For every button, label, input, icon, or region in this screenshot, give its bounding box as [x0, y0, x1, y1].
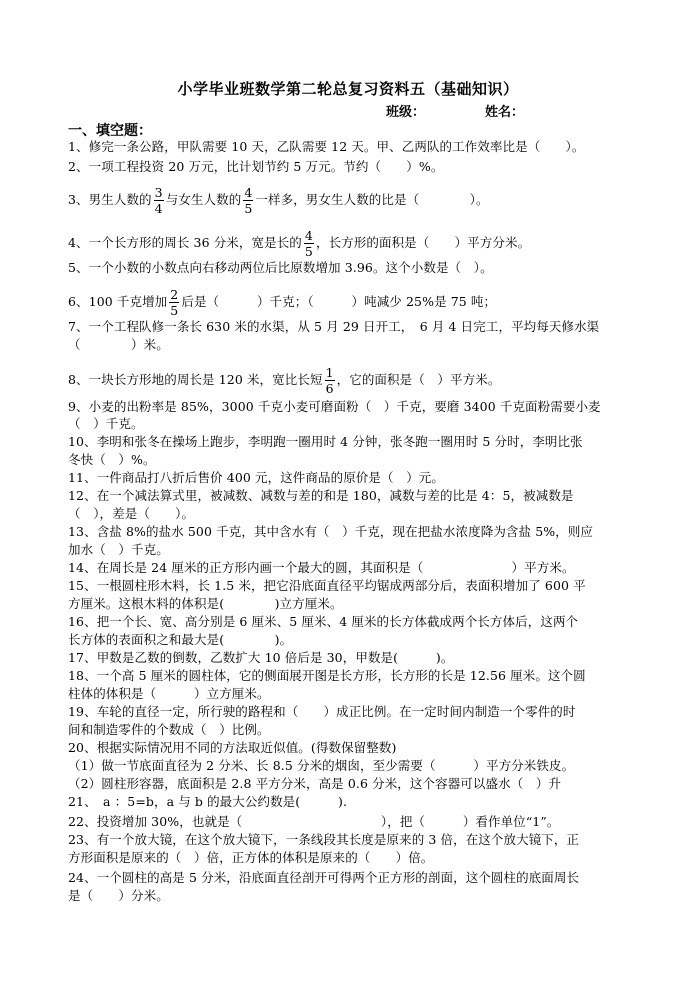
question-line	[68, 318, 640, 336]
question-text: （ ）米。	[68, 337, 169, 352]
question-text: （ ），差是（ ）。	[68, 506, 195, 521]
question-line	[68, 186, 640, 215]
question-line	[68, 831, 640, 849]
page-title: 小学毕业班数学第二轮总复习资料五（基础知识）	[177, 80, 519, 98]
question-text: 与女生人数的	[165, 192, 242, 207]
question-line	[68, 451, 640, 469]
question-line	[68, 336, 640, 354]
question-line	[68, 887, 640, 905]
question-line	[68, 398, 640, 416]
fraction-denominator: 5	[304, 244, 313, 259]
question-text: 3、男生人数的	[68, 192, 152, 207]
question-text: 一样多，男女生人数的比是（ ）。	[255, 192, 489, 207]
question-text: 17、甲数是乙数的倒数，乙数扩大 10 倍后是 30，甲数是( )。	[68, 650, 454, 665]
fraction	[153, 186, 165, 215]
question-line	[68, 849, 640, 867]
question-line	[68, 541, 640, 559]
question-text: 长方体的表面积之和最大是( )。	[68, 632, 293, 647]
question-text: 20、根据实际情况用不同的方法取近似值。(得数保留整数)	[68, 740, 397, 755]
name-label: 姓名：	[485, 105, 525, 120]
question-text: 16、把一个长、宽、高分别是 6 厘米、5 厘米、4 厘米的长方体截成两个长方体后，这两个	[68, 614, 579, 629]
student-info-line	[386, 101, 524, 120]
question-line	[68, 469, 640, 487]
question-text: ，它的面积是（ ）平方米。	[336, 372, 501, 387]
question-text: 14、在周长是 24 厘米的正方形内画一个最大的圆，其面积是（ ）平方米。	[68, 560, 575, 575]
question-line	[68, 869, 640, 887]
question-text: 柱体的体积是（ ）立方厘米。	[68, 686, 270, 701]
question-text: 23、有一个放大镜，在这个放大镜下，一条线段其长度是原来的 3 倍，在这个放大镜下，正	[68, 832, 580, 847]
question-text: 4、一个长方形的周长 36 分米，宽是长的	[68, 235, 302, 250]
fraction-denominator: 4	[154, 201, 163, 216]
question-text: 2、一项工程投资 20 万元，比计划节约 5 万元。节约（ ）%。	[68, 159, 444, 174]
question-text: 1、修完一条公路，甲队需要 10 天，乙队需要 12 天。甲、乙两队的工作效率比是（ ）。	[68, 139, 585, 154]
class-label: 班级：	[386, 105, 426, 120]
question-line	[68, 793, 640, 811]
question-text: 7、一个工程队修一条长 630 米的水渠，从 5 月 29 日开工， 6 月 4 日完工，平均每天修水渠	[68, 319, 600, 334]
fraction	[168, 288, 180, 317]
question-line	[68, 757, 640, 775]
question-text: 15、一根圆柱形木料，长 1.5 米，把它沿底面直径平均锯成两部分后，表面积增加了 600 平	[68, 578, 586, 593]
fraction	[303, 229, 315, 258]
fraction-numerator: 1	[325, 365, 334, 380]
question-text: 10、李明和张冬在操场上跑步，李明跑一圈用时 4 分钟，张冬跑一圈用时 5 分时，李明比张	[68, 434, 583, 449]
fraction-numerator: 4	[304, 228, 313, 243]
question-text: 18、一个高 5 厘米的圆柱体，它的侧面展开图是长方形，长方形的长是 12.56 厘米。这个圆	[68, 668, 586, 683]
question-text: 9、小麦的出粉率是 85%，3000 千克小麦可磨面粉（ ）千克，要磨 3400 千克面粉需要小麦	[68, 399, 601, 414]
question-line	[68, 366, 640, 395]
question-line	[68, 613, 640, 631]
question-text: 13、含盐 8%的盐水 500 千克，其中含水有（ ）千克，现在把盐水浓度降为含盐 5%，则应	[68, 524, 594, 539]
question-text: 是（ ）分米。	[68, 888, 169, 903]
question-text: 后是（ ）千克；（ ）吨减少 25%是 75 吨；	[181, 294, 497, 309]
fraction	[242, 186, 254, 215]
fraction-numerator: 3	[154, 185, 163, 200]
question-text: 8、一块长方形地的周长是 120 米，宽比长短	[68, 372, 323, 387]
question-text: 冬快（ ）%。	[68, 452, 156, 467]
question-line	[68, 577, 640, 595]
question-line	[68, 158, 640, 176]
question-text: 加水（ ）千克。	[68, 542, 169, 557]
question-line	[68, 259, 640, 277]
question-line	[68, 685, 640, 703]
question-text: 6、100 千克增加	[68, 294, 168, 309]
question-line	[68, 649, 640, 667]
fraction-numerator: 4	[244, 185, 253, 200]
question-line	[68, 595, 640, 613]
question-text: （1）做一节底面直径为 2 分米、长 8.5 分米的烟囱，至少需要（ ）平方分米铁皮。	[68, 758, 575, 773]
question-text: 12、在一个减法算式里，被减数、减数与差的和是 180，减数与差的比是 4：5，被减数是	[68, 488, 574, 503]
question-line	[68, 523, 640, 541]
question-line	[68, 415, 640, 433]
question-line	[68, 288, 640, 317]
question-line	[68, 505, 640, 523]
section-heading: 一、填空题：	[68, 123, 152, 139]
question-line	[68, 667, 640, 685]
question-text: 19、车轮的直径一定，所行驶的路程和（ ）成正比例。在一定时间内制造一个零件的时	[68, 704, 576, 719]
question-line	[68, 813, 640, 831]
fraction-denominator: 5	[170, 303, 179, 318]
fraction-denominator: 6	[325, 381, 334, 396]
question-text: 方形面积是原来的（ ）倍，正方体的体积是原来的（ ）倍。	[68, 850, 434, 865]
question-text: 21、 a ：5=b，a 与 b 的最大公约数是( ).	[68, 794, 348, 809]
question-line	[68, 721, 640, 739]
question-line	[68, 739, 640, 757]
question-text: （2）圆柱形容器，底面积是 2.8 平方分米，高是 0.6 分米，这个容器可以盛水（ ）升	[68, 776, 562, 791]
fraction-numerator: 2	[170, 287, 179, 302]
question-text: 11、一件商品打八折后售价 400 元，这件商品的原价是（ ）元。	[68, 470, 445, 485]
question-line	[68, 631, 640, 649]
question-line	[68, 703, 640, 721]
question-text: 方厘米。这根木料的体积是( )立方厘米。	[68, 596, 343, 611]
fraction	[324, 366, 336, 395]
question-line	[68, 775, 640, 793]
question-line	[68, 487, 640, 505]
question-line	[68, 559, 640, 577]
question-text: ，长方形的面积是（ ）平方分米。	[315, 235, 531, 250]
fraction-denominator: 5	[244, 201, 253, 216]
question-text: 24、一个圆柱的高是 5 分米，沿底面直径剖开可得两个正方形的剖面，这个圆柱的底面周长	[68, 870, 580, 885]
question-text: 间和制造零件的个数成（ ）比例。	[68, 722, 270, 737]
question-text: 5、一个小数的小数点向右移动两位后比原数增加 3.96。这个小数是（ ）。	[68, 260, 493, 275]
question-text: （ ）千克。	[68, 416, 144, 431]
question-line	[68, 433, 640, 451]
question-text: 22、投资增加 30%，也就是（ ），把（ ）看作单位“1”。	[68, 814, 560, 829]
question-line	[68, 138, 640, 156]
question-line	[68, 229, 640, 258]
